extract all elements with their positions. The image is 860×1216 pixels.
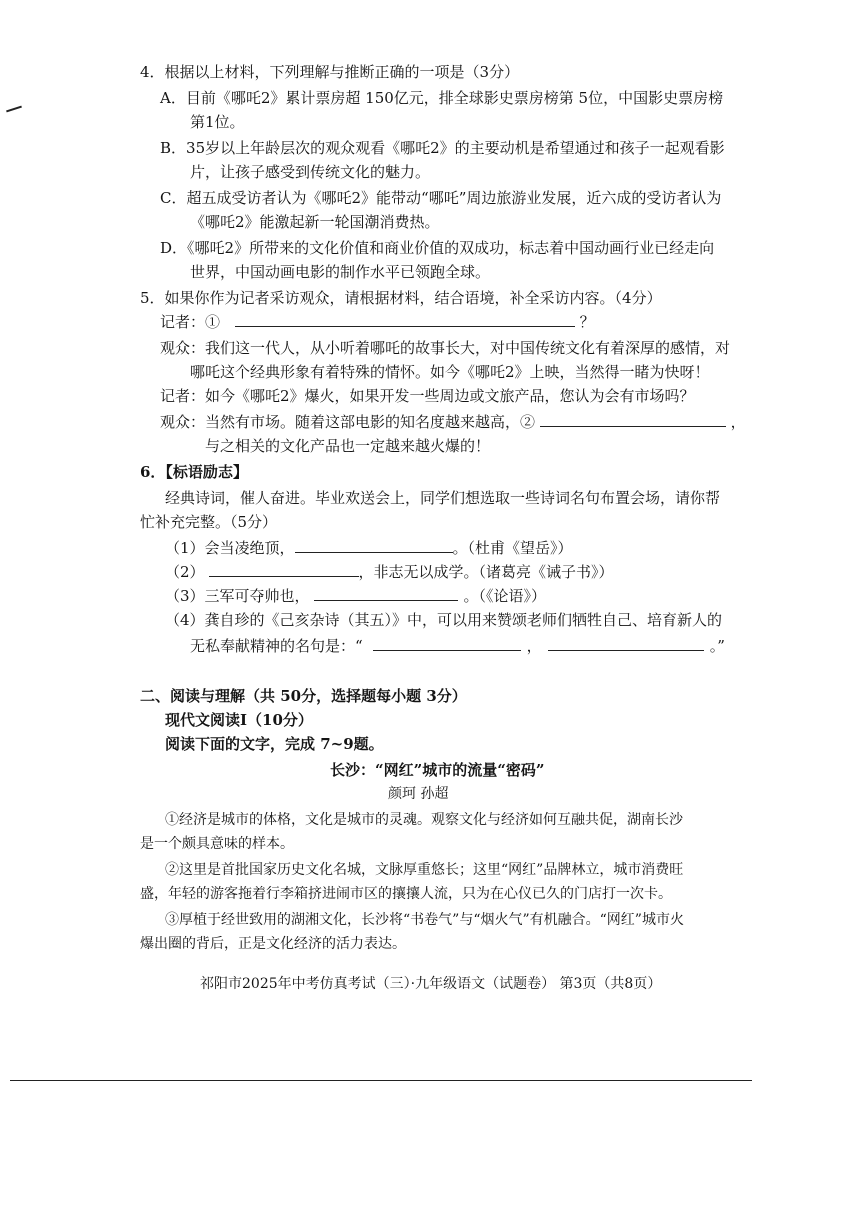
q5-viewer-1: 观众：我们这一代人，从小听着哪吒的故事长大，对中国传统文化有着深厚的感情，对 <box>160 339 731 357</box>
q5-reporter-2: 记者：如今《哪吒2》爆火，如果开发一些周边或文旅产品，您认为会有市场吗？ <box>160 387 695 405</box>
answer-blank-3[interactable] <box>295 538 453 553</box>
q5-viewer-1-cont: 哪吒这个经典形象有着特殊的情怀。如今《哪吒2》上映，当然得一睹为快呀！ <box>190 363 710 381</box>
q5-stem: 5．如果你作为记者采访观众，请根据材料，结合语境，补全采访内容。（4分） <box>140 289 662 307</box>
q5-viewer-2-cont: 与之相关的文化产品也一定越来越火爆的！ <box>205 437 491 455</box>
q6-item-2 <box>165 562 614 582</box>
page-footer: 祁阳市2025年中考仿真考试（三）·九年级语文（试题卷） 第3页（共8页） <box>200 976 662 992</box>
section-2-heading: 二、阅读与理解（共 50分，选择题每小题 3分） <box>140 687 467 705</box>
article-title: 长沙：“网红”城市的流量“密码” <box>330 761 545 779</box>
item-2-num: （2） <box>165 563 205 581</box>
article-authors: 颜珂 孙超 <box>388 786 449 802</box>
q4-option-c: C．超五成受访者认为《哪吒2》能带动“哪吒”周边旅游业发展，近六成的受访者认为 <box>160 189 722 207</box>
section-2-sub: 现代文阅读Ⅰ（10分） <box>165 711 313 729</box>
article-p3-cont: 爆出圈的背后，正是文化经济的活力表达。 <box>140 936 406 952</box>
answer-blank-7[interactable] <box>548 636 704 651</box>
item-4-comma: ， <box>526 637 542 655</box>
item-1-source: 。（杜甫《望岳》） <box>452 539 573 557</box>
q6-item-4: （4）龚自珍的《己亥杂诗（其五）》中，可以用来赞颂老师们牺牲自己、培育新人的 <box>165 611 723 629</box>
q6-item-3 <box>165 586 546 606</box>
q6-stem: 6．【标语励志】 <box>140 463 248 481</box>
q6-intro-cont: 忙补充完整。（5分） <box>140 513 278 531</box>
q6-intro: 经典诗词，催人奋进。毕业欢送会上，同学们想选取一些诗词名句布置会场，请你帮 <box>165 489 721 507</box>
item-2-source: ，非志无以成学。（诸葛亮《诫子书》） <box>358 563 614 581</box>
bottom-rule <box>10 1080 752 1081</box>
item-4-text: 无私奉献精神的名句是：“ <box>190 637 363 655</box>
article-p2: ②这里是首批国家历史文化名城，文脉厚重悠长；这里“网红”品牌林立，城市消费旺 <box>165 862 684 878</box>
answer-blank-6[interactable] <box>373 636 521 651</box>
answer-blank-5[interactable] <box>314 586 458 601</box>
q6-item-4-cont <box>190 636 725 656</box>
q4-option-c-cont: 《哪吒2》能激起新一轮国潮消费热。 <box>190 213 440 231</box>
section-2-instruction: 阅读下面的文字，完成 7~9题。 <box>165 735 384 753</box>
q5-reporter-1 <box>160 312 595 332</box>
q6-item-1 <box>165 538 573 558</box>
q5-viewer-2 <box>160 412 746 432</box>
question-mark: ？ <box>579 313 595 331</box>
article-p3: ③厚植于经世致用的湖湘文化，长沙将“书卷气”与“烟火气”有机融合。“网红”城市火 <box>165 912 684 928</box>
viewer-2-text: 观众：当然有市场。随着这部电影的知名度越来越高，② <box>160 413 536 431</box>
item-4-end: 。” <box>709 637 725 655</box>
reporter-label: 记者：① <box>160 313 221 331</box>
q4-option-d: D．《哪吒2》所带来的文化价值和商业价值的双成功，标志着中国动画行业已经走向 <box>160 239 715 257</box>
q4-option-d-cont: 世界，中国动画电影的制作水平已领跑全球。 <box>190 263 491 281</box>
q4-option-a: A．目前《哪吒2》累计票房超 150亿元，排全球影史票房榜第 5位，中国影史票房榜 <box>160 89 724 107</box>
q4-stem: 4．根据以上材料，下列理解与推断正确的一项是（3分） <box>140 63 520 81</box>
q4-option-b-cont: 片，让孩子感受到传统文化的魅力。 <box>190 163 431 181</box>
q4-option-b: B．35岁以上年龄层次的观众观看《哪吒2》的主要动机是希望通过和孩子一起观看影 <box>160 139 725 157</box>
article-p2-cont: 盛，年轻的游客拖着行李箱挤进闹市区的攘攘人流，只为在心仪已久的门店打一次卡。 <box>140 886 672 902</box>
item-1-text: （1）会当凌绝顶， <box>165 539 295 557</box>
article-p1: ①经济是城市的体格，文化是城市的灵魂。观察文化与经济如何互融共促，湖南长沙 <box>165 812 683 828</box>
q4-option-a-cont: 第1位。 <box>190 113 245 131</box>
answer-blank-1[interactable] <box>235 312 575 327</box>
item-3-source: 。（《论语》） <box>463 587 547 605</box>
scan-mark <box>6 106 22 113</box>
article-p1-cont: 是一个颇具意味的样本。 <box>140 836 294 852</box>
item-3-text: （3）三军可夺帅也， <box>165 587 310 605</box>
answer-blank-4[interactable] <box>209 562 359 577</box>
comma: ， <box>730 413 746 431</box>
answer-blank-2[interactable] <box>540 412 726 427</box>
